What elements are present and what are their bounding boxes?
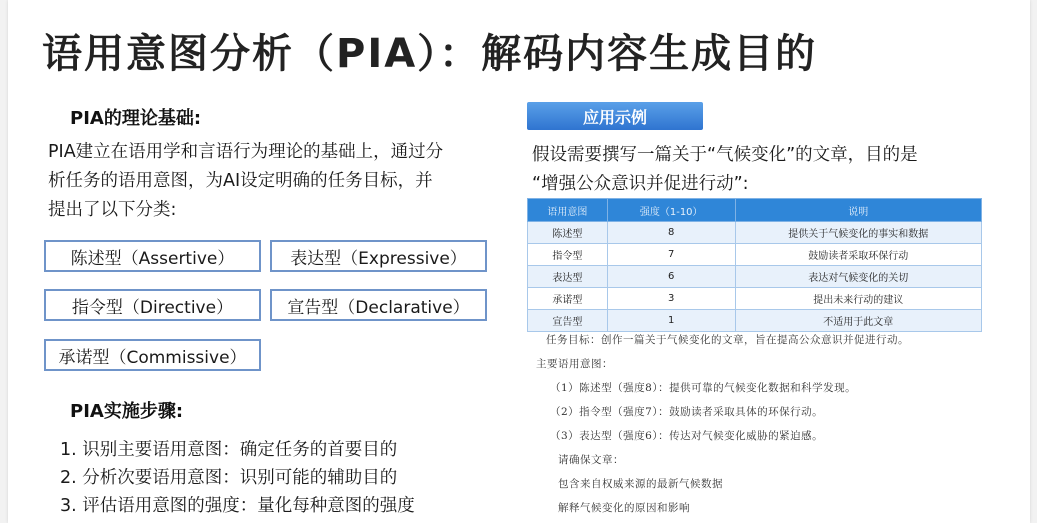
table-cell: 提供关于气候变化的事实和数据 — [735, 222, 981, 244]
doc-line: 请确保文章： — [558, 454, 624, 466]
table-header-row — [528, 199, 982, 222]
type-box-assertive: 陈述型（Assertive） — [44, 240, 261, 272]
column-header: 强度（1-10） — [607, 199, 735, 222]
table-cell: 6 — [607, 266, 735, 288]
doc-line: （3）表达型（强度6）：传达对气候变化威胁的紧迫感。 — [550, 430, 824, 442]
table-cell: 提出未来行动的建议 — [735, 288, 981, 310]
steps-list — [60, 436, 415, 520]
step-item: 1. 识别主要语用意图：确定任务的首要目的 — [60, 440, 398, 460]
table-row — [528, 244, 982, 266]
page-title: 语用意图分析（PIA）：解码内容生成目的 — [42, 31, 818, 77]
type-box-directive: 指令型（Directive） — [44, 289, 261, 321]
type-box-expressive: 表达型（Expressive） — [270, 240, 487, 272]
example-intro — [532, 141, 1012, 199]
theory-line: 析任务的语用意图，为AI设定明确的任务目标，并 — [48, 171, 433, 191]
table-cell: 1 — [607, 310, 735, 332]
theory-paragraph — [48, 138, 518, 225]
type-box-commissive: 承诺型（Commissive） — [44, 339, 261, 371]
table-cell: 宣告型 — [528, 310, 608, 332]
table-cell: 表达对气候变化的关切 — [735, 266, 981, 288]
table-cell: 表达型 — [528, 266, 608, 288]
doc-line: 任务目标：创作一篇关于气候变化的文章，旨在提高公众意识并促进行动。 — [546, 334, 909, 346]
step-item: 3. 评估语用意图的强度：量化每种意图的强度 — [60, 496, 415, 516]
table-cell: 鼓励读者采取环保行动 — [735, 244, 981, 266]
column-header: 语用意图 — [528, 199, 608, 222]
table-row — [528, 266, 982, 288]
example-document — [528, 328, 993, 523]
table-cell: 不适用于此文章 — [735, 310, 981, 332]
column-header: 说明 — [735, 199, 981, 222]
doc-line: （2）指令型（强度7）：鼓励读者采取具体的环保行动。 — [550, 406, 824, 418]
table-cell: 承诺型 — [528, 288, 608, 310]
intent-table — [527, 198, 982, 332]
slide — [8, 0, 1030, 523]
type-box-declarative: 宣告型（Declarative） — [270, 289, 487, 321]
example-tag: 应用示例 — [527, 102, 703, 130]
steps-heading: PIA实施步骤: — [70, 401, 184, 422]
step-item: 2. 分析次要语用意图：识别可能的辅助目的 — [60, 468, 398, 488]
theory-line: 提出了以下分类: — [48, 200, 177, 220]
doc-line: 解释气候变化的原因和影响 — [558, 502, 690, 514]
table-row — [528, 222, 982, 244]
doc-line: （1）陈述型（强度8）：提供可靠的气候变化数据和科学发现。 — [550, 382, 857, 394]
doc-line: 主要语用意图： — [536, 358, 613, 370]
example-intro-line: “增强公众意识并促进行动”: — [532, 174, 749, 194]
table-cell: 陈述型 — [528, 222, 608, 244]
theory-heading: PIA的理论基础: — [70, 108, 202, 129]
theory-line: PIA建立在语用学和言语行为理论的基础上，通过分 — [48, 142, 444, 162]
table-cell: 指令型 — [528, 244, 608, 266]
table-cell: 8 — [607, 222, 735, 244]
example-intro-line: 假设需要撰写一篇关于“气候变化”的文章，目的是 — [532, 145, 918, 165]
table-cell: 7 — [607, 244, 735, 266]
table-row — [528, 288, 982, 310]
doc-line: 包含来自权威来源的最新气候数据 — [558, 478, 723, 490]
table-cell: 3 — [607, 288, 735, 310]
